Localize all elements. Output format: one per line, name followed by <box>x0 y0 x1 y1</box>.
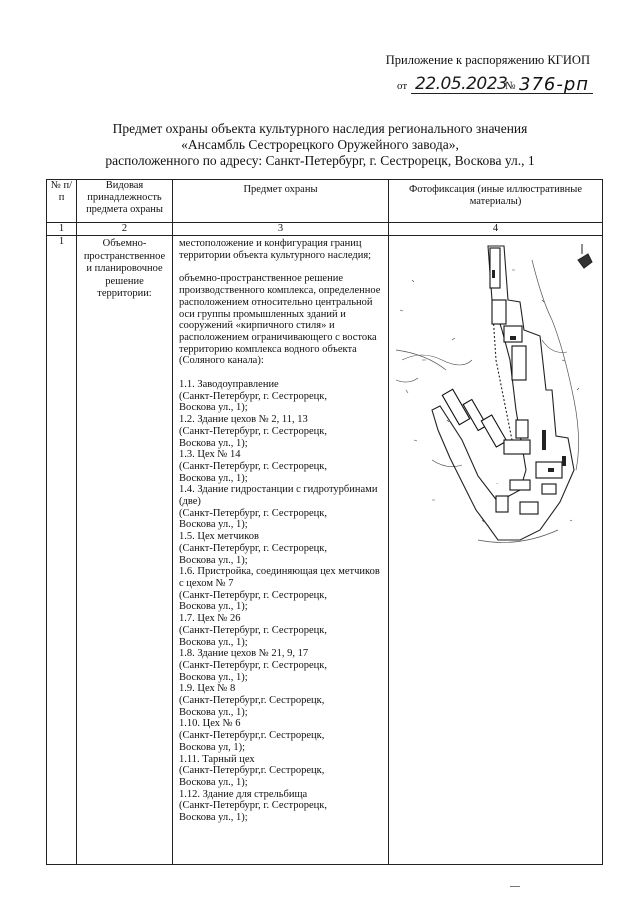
subject-list-item: Воскова ул., 1); <box>179 706 248 718</box>
order-date: 22.05.2023 <box>415 74 508 94</box>
row-number: 1 <box>47 236 77 865</box>
subject-list-item: (Санкт-Петербург, г. Сестрорецк, <box>179 390 327 402</box>
subject-list-item: местоположение и конфигурация границ территории объекта культурного наследия; <box>179 238 372 261</box>
table-row <box>47 236 603 865</box>
subject-list-item: (Санкт-Петербург,г. Сестрорецк, <box>179 695 325 707</box>
subject-list-item: (Санкт-Петербург, г. Сестрорецк, <box>179 800 327 812</box>
subject-list-item: Воскова ул., 1); <box>179 554 248 566</box>
subject-list-item: 1.1. Заводоуправление <box>179 379 279 391</box>
header-subject: Предмет охраны <box>173 180 389 223</box>
subject-list-item: Воскова ул., 1); <box>179 636 248 648</box>
subject-list-item: Воскова ул, 1); <box>179 741 246 753</box>
subject-list-item: (Санкт-Петербург, г. Сестрорецк, <box>179 624 327 636</box>
subject-list-item: 1.8. Здание цехов № 21, 9, 17 <box>179 648 309 660</box>
subject-list-item: (Санкт-Петербург, г. Сестрорецк, <box>179 542 327 554</box>
title-line-1: Предмет охраны объекта культурного наследия регионального значения <box>112 121 528 136</box>
subject-list-item: 1.2. Здание цехов № 2, 11, 13 <box>179 414 308 426</box>
subject-list-item: 1.4. Здание гидростанции с гидротурбинами (две) <box>179 484 378 508</box>
appendix-heading: Приложение к распоряжению КГИОП <box>385 53 590 67</box>
protection-table <box>46 179 603 865</box>
subject-list-item: 1.9. Цех № 8 <box>179 683 236 695</box>
subject-list-item: 1.12. Здание для стрельбища <box>179 788 308 800</box>
title-line-2: «Ансамбль Сестрорецкого Оружейного завода», <box>181 137 459 152</box>
subject-list-item: (Санкт-Петербург, г. Сестрорецк, <box>179 460 327 472</box>
subject-list-item: (Санкт-Петербург, г. Сестрорецк, <box>179 507 327 519</box>
subject-list-item: Воскова ул., 1); <box>179 402 248 414</box>
svg-text:~: ~ <box>496 481 499 486</box>
row-subject <box>173 236 389 865</box>
subject-list-item: (Санкт-Петербург, г. Сестрорецк, <box>179 425 327 437</box>
subject-list-item: 1.7. Цех № 26 <box>179 613 241 625</box>
subject-list <box>179 238 385 824</box>
subject-list-item: 1.11. Тарный цех <box>179 753 255 765</box>
subject-list-item: (Санкт-Петербург, г. Сестрорецк, <box>179 589 327 601</box>
subject-list-item: 1.3. Цех № 14 <box>179 449 241 461</box>
title-line-3: расположенного по адресу: Санкт-Петербург, г. Сестрорецк, Воскова ул., 1 <box>105 153 535 168</box>
subject-list-item: (Санкт-Петербург,г. Сестрорецк, <box>179 730 325 742</box>
column-number-row <box>47 223 603 236</box>
north-arrow-icon <box>578 244 592 268</box>
order-number: 376-рп <box>519 74 590 95</box>
subject-list-item: 1.10. Цех № 6 <box>179 718 241 730</box>
subject-list-item: Воскова ул., 1); <box>179 601 248 613</box>
date-prefix: от <box>397 80 408 92</box>
document-title <box>0 121 640 169</box>
header-number: № п/п <box>47 180 77 223</box>
subject-list-item <box>179 261 385 273</box>
subject-list-item: (Санкт-Петербург,г. Сестрорецк, <box>179 765 325 777</box>
subject-list-item: 1.6. Пристройка, соединяющая цех метчиков с цехом № 7 <box>179 566 380 589</box>
subject-list-item: объемно-пространственное решение производственного комплекса, определенное расположением относительно центральной оси группы промышленных зданий и сооружений «кирпичного стиля» и расположением ограничивающего с востока территорию комплекса водного объекта (Соляного канала): <box>179 273 381 367</box>
subject-list-item: Воскова ул., 1); <box>179 472 248 484</box>
header-type: Видовая принадлежность предмета охраны <box>77 180 173 223</box>
page-mark <box>510 886 520 887</box>
subject-list-item: Воскова ул., 1); <box>179 776 248 788</box>
subject-list-item: 1.5. Цех метчиков <box>179 531 259 543</box>
number-sign: № <box>505 80 516 92</box>
site-plan-cell <box>389 236 603 865</box>
header-photo: Фотофиксация (иные иллюстративные материалы) <box>389 180 603 223</box>
row-type: Объемно-пространственное и планировочное решение территории: <box>77 236 173 865</box>
subject-list-item: Воскова ул., 1); <box>179 437 248 449</box>
subject-list-item: Воскова ул., 1); <box>179 812 248 824</box>
col-num-2: 2 <box>77 223 173 236</box>
col-num-1: 1 <box>47 223 77 236</box>
col-num-3: 3 <box>173 223 389 236</box>
signature-underline <box>411 93 593 94</box>
subject-list-item <box>179 367 385 379</box>
subject-list-item: Воскова ул., 1); <box>179 671 248 683</box>
table-header-row <box>47 180 603 223</box>
subject-list-item: Воскова ул., 1); <box>179 519 248 531</box>
subject-list-item: (Санкт-Петербург, г. Сестрорецк, <box>179 659 327 671</box>
order-reference <box>397 76 593 94</box>
site-plan-image <box>392 240 598 550</box>
col-num-4: 4 <box>389 223 603 236</box>
